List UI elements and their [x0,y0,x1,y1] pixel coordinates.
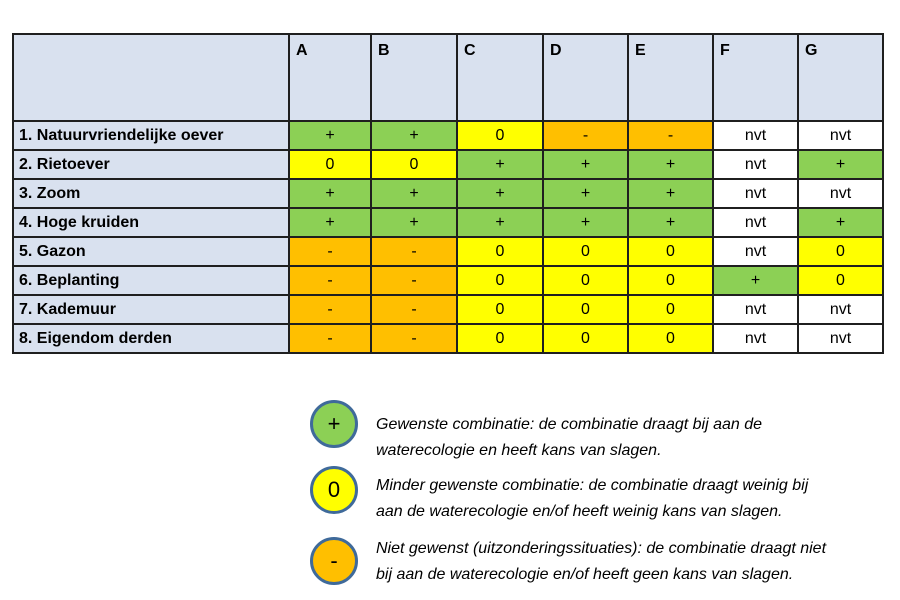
rating-cell: 0 [628,324,713,353]
rating-cell: + [543,208,628,237]
rating-cell: + [628,208,713,237]
rating-cell: + [457,150,543,179]
row-label: 1. Natuurvriendelijke oever [13,121,289,150]
zero-circle-icon: 0 [310,466,358,514]
header-row [13,34,883,121]
rating-cell: nvt [798,295,883,324]
table-row [13,150,883,179]
rating-cell: - [289,237,371,266]
header-corner-cell [13,34,289,121]
rating-cell: + [289,208,371,237]
table-row [13,324,883,353]
legend-line: waterecologie en heeft kans van slagen. [376,442,662,459]
rating-cell: nvt [713,237,798,266]
rating-cell: 0 [543,324,628,353]
table-row [13,237,883,266]
rating-cell: 0 [798,237,883,266]
legend-description [376,412,896,464]
rating-cell: 0 [628,237,713,266]
row-label: 6. Beplanting [13,266,289,295]
legend-line: Niet gewenst (uitzonderingssituaties): de combinatie draagt niet [376,540,827,557]
legend-line: Gewenste combinatie: de combinatie draagt bij aan de [376,416,763,433]
table-row [13,179,883,208]
combination-matrix [12,33,884,354]
rating-cell: 0 [289,150,371,179]
rating-cell: 0 [798,266,883,295]
column-header-f: F [713,34,798,121]
rating-cell: 0 [457,237,543,266]
rating-cell: + [628,150,713,179]
rating-cell: 0 [543,237,628,266]
rating-cell: nvt [798,324,883,353]
rating-cell: - [543,121,628,150]
rating-cell: nvt [713,150,798,179]
rating-cell: + [543,179,628,208]
rating-cell: 0 [457,121,543,150]
rating-cell: + [628,179,713,208]
row-label: 3. Zoom [13,179,289,208]
rating-cell: - [289,324,371,353]
rating-cell: 0 [371,150,457,179]
rating-cell: nvt [713,121,798,150]
rating-cell: + [371,121,457,150]
rating-cell: + [798,150,883,179]
rating-cell: + [798,208,883,237]
column-header-b: B [371,34,457,121]
row-label: 4. Hoge kruiden [13,208,289,237]
column-header-c: C [457,34,543,121]
rating-cell: 0 [457,324,543,353]
column-header-d: D [543,34,628,121]
legend-description [376,473,896,525]
rating-cell: 0 [628,295,713,324]
rating-cell: - [371,266,457,295]
rating-cell: 0 [543,295,628,324]
rating-cell: 0 [628,266,713,295]
rating-cell: nvt [713,208,798,237]
plus-circle-icon: + [310,400,358,448]
rating-cell: + [713,266,798,295]
legend-line: Minder gewenste combinatie: de combinatie draagt weinig bij [376,477,809,494]
rating-cell: + [289,179,371,208]
row-label: 5. Gazon [13,237,289,266]
legend-description [376,536,896,588]
rating-cell: - [371,324,457,353]
rating-cell: nvt [713,295,798,324]
rating-cell: + [457,179,543,208]
column-header-e: E [628,34,713,121]
rating-cell: - [289,266,371,295]
minus-circle-icon: - [310,537,358,585]
legend-line: aan de waterecologie en/of heeft weinig kans van slagen. [376,503,783,520]
rating-cell: nvt [713,324,798,353]
rating-cell: nvt [713,179,798,208]
rating-cell: nvt [798,121,883,150]
rating-cell: 0 [457,266,543,295]
table-row [13,121,883,150]
column-header-a: A [289,34,371,121]
rating-cell: 0 [543,266,628,295]
row-label: 7. Kademuur [13,295,289,324]
rating-cell: - [628,121,713,150]
rating-cell: + [457,208,543,237]
legend-line: bij aan de waterecologie en/of heeft geen kans van slagen. [376,566,794,583]
rating-cell: + [543,150,628,179]
rating-cell: - [289,295,371,324]
table-row [13,295,883,324]
rating-cell: + [371,179,457,208]
column-header-g: G [798,34,883,121]
rating-cell: - [371,295,457,324]
row-label: 2. Rietoever [13,150,289,179]
rating-cell: 0 [457,295,543,324]
rating-cell: nvt [798,179,883,208]
rating-cell: + [289,121,371,150]
row-label: 8. Eigendom derden [13,324,289,353]
table-row [13,208,883,237]
rating-cell: + [371,208,457,237]
table-row [13,266,883,295]
rating-cell: - [371,237,457,266]
